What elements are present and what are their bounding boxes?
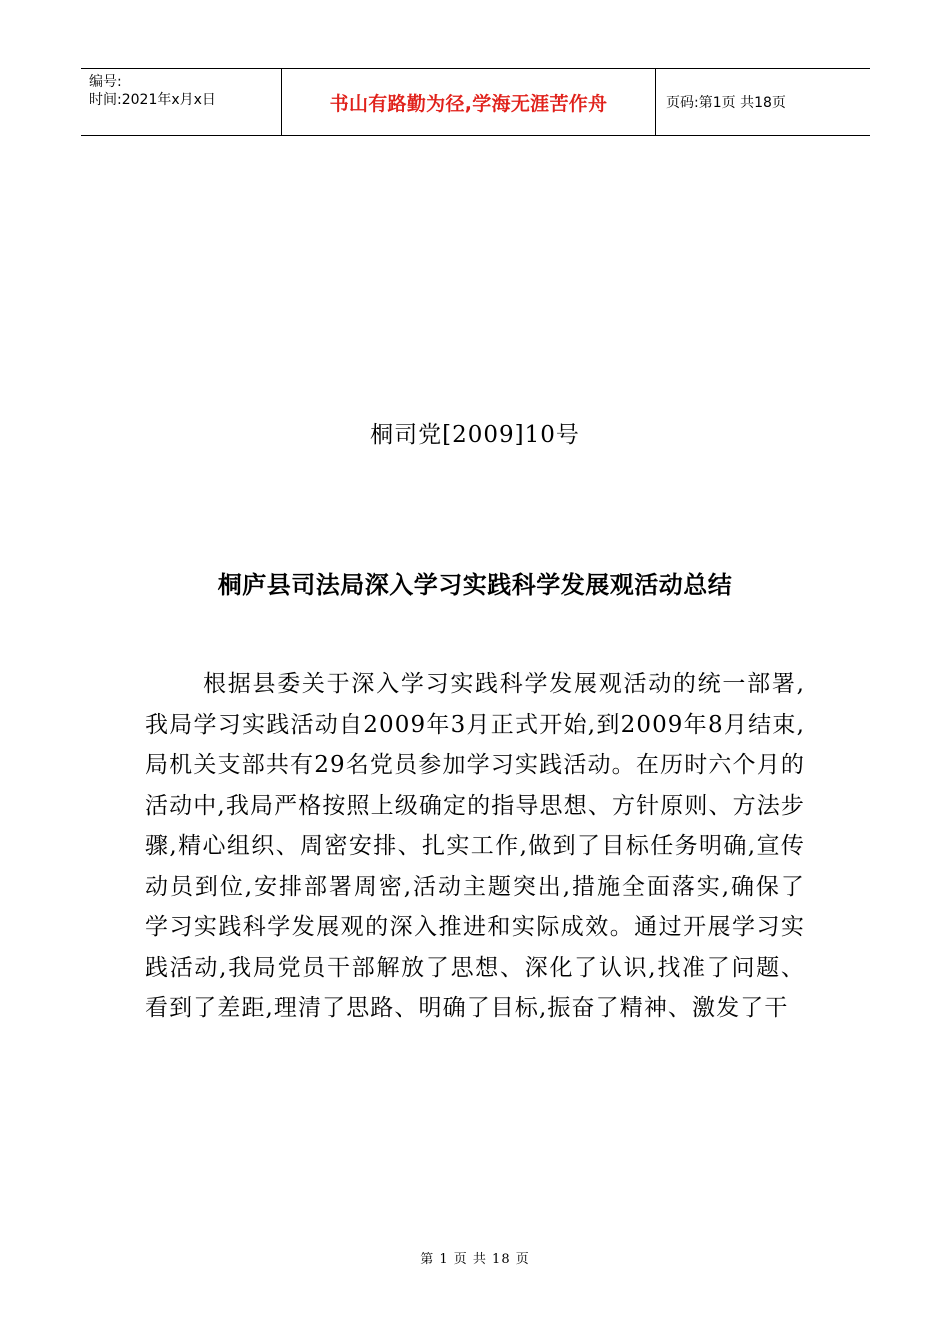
header-page-info bbox=[656, 69, 870, 135]
number-label: 编号: bbox=[89, 74, 122, 90]
header-meta bbox=[81, 69, 281, 135]
page-footer: 第 1 页 共 18 页 bbox=[420, 1252, 530, 1267]
document-title: 桐庐县司法局深入学习实践科学发展观活动总结 bbox=[217, 571, 733, 599]
header-motto-cell bbox=[281, 69, 656, 135]
time-label: 时间:2021年x月x日 bbox=[89, 92, 216, 108]
motto-text: 书山有路勤为径,学海无涯苦作舟 bbox=[329, 92, 608, 115]
page-header bbox=[81, 68, 870, 136]
page-info-text: 页码:第1页 共18页 bbox=[666, 95, 786, 111]
document-number: 桐司党[2009]10号 bbox=[370, 422, 580, 448]
body-paragraph: 根据县委关于深入学习实践科学发展观活动的统一部署,我局学习实践活动自2009年3月正式开始,到2009年8月结束,局机关支部共有29名党员参加学习实践活动。在历时六个月的活动中,我局严格按照上级确定的指导思想、方针原则、方法步骤,精心组织、周密安排、扎实工作,做到了目标任务明确,宣传动员到位,安排部署周密,活动主题突出,措施全面落实,确保了学习实践科学发展观的深入推进和实际成效。通过开展学习实践活动,我局党员干部解放了思想、深化了认识,找准了问题、看到了差距,理清了思路、明确了目标,振奋了精神、激发了干 bbox=[145, 671, 805, 1021]
